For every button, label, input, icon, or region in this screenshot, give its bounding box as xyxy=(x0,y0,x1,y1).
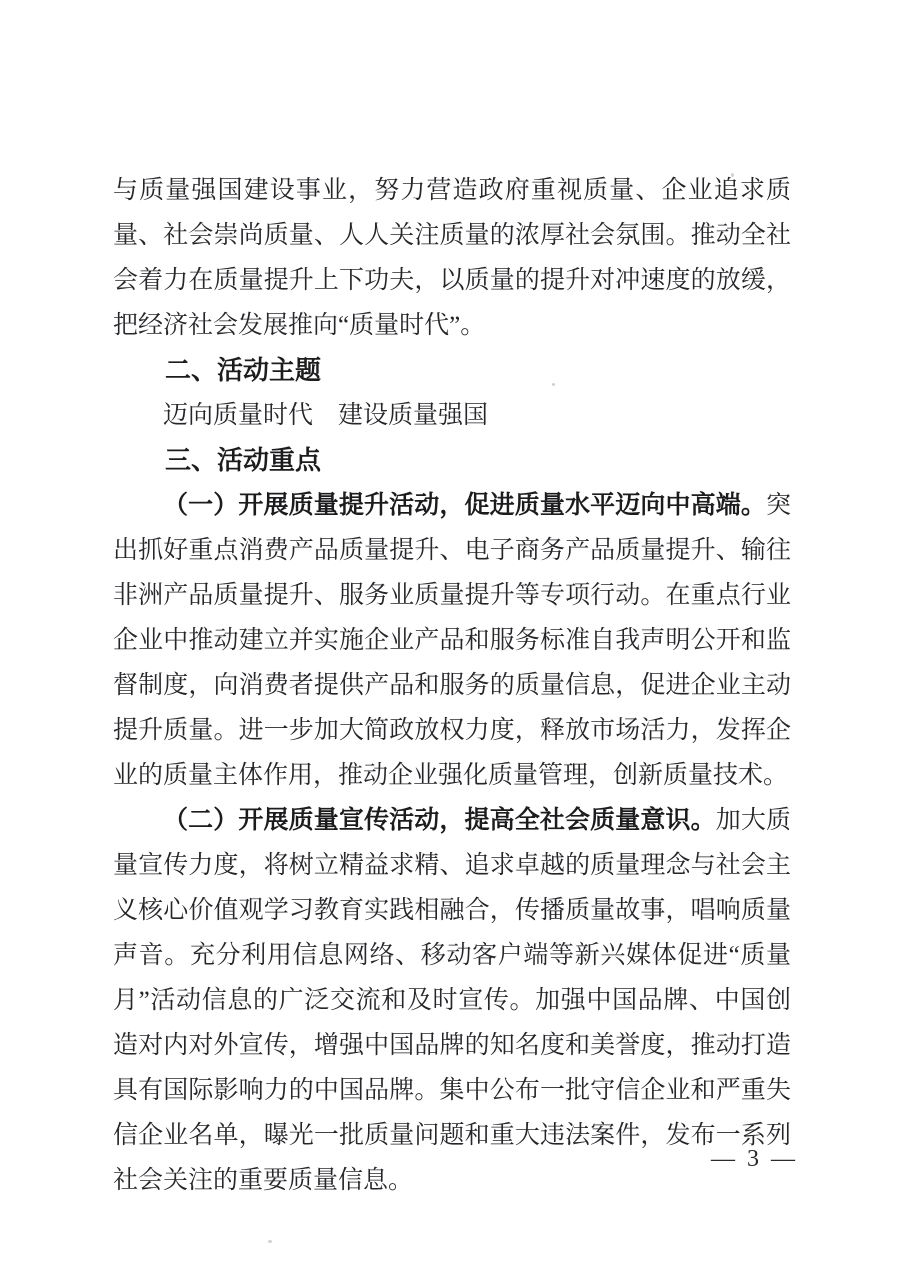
page-number: — 3 — xyxy=(711,1146,798,1172)
item-1-body: 突出抓好重点消费产品质量提升、电子商务产品质量提升、输往非洲产品质量提升、服务业质量提升等专项行动。在重点行业企业中推动建立并实施企业产品和服务标准自我声明公开和监督制度，向消费者提供产品和服务的质量信息，促进企业主动提升质量。进一步加大简政放权力度，释放市场活力，发挥企业的质量主体作用，推动企业强化质量管理，创新质量技术。 xyxy=(113,492,791,789)
body-text xyxy=(113,168,791,1203)
paragraph-item-1 xyxy=(113,483,791,798)
paragraph-continuation: 与质量强国建设事业，努力营造政府重视质量、企业追求质量、社会崇尚质量、人人关注质量的浓厚社会氛围。推动全社会着力在质量提升上下功夫，以质量的提升对冲速度的放缓，把经济社会发展推向“质量时代”。 xyxy=(113,177,791,339)
scan-speck xyxy=(552,383,555,386)
scan-speck xyxy=(731,173,734,177)
item-2-lead: （二）开展质量宣传活动，提高全社会质量意识。 xyxy=(163,806,716,834)
section-heading-activity-focus: 三、活动重点 xyxy=(165,445,322,475)
theme-slogan: 迈向质量时代 建设质量强国 xyxy=(163,402,489,429)
item-2-body: 加大质量宣传力度，将树立精益求精、追求卓越的质量理念与社会主义核心价值观学习教育实践相融合，传播质量故事，唱响质量声音。充分利用信息网络、移动客户端等新兴媒体促进“质量月”活动信息的广泛交流和及时宣传。加强中国品牌、中国创造对内对外宣传，增强中国品牌的知名度和美誉度，推动打造具有国际影响力的中国品牌。集中公布一批守信企业和严重失信企业名单，曝光一批质量问题和重大违法案件，发布一系列社会关注的重要质量信息。 xyxy=(113,807,791,1194)
item-1-lead: （一）开展质量提升活动，促进质量水平迈向中高端。 xyxy=(163,491,766,519)
section-heading-activity-theme: 二、活动主题 xyxy=(165,355,322,385)
paragraph-item-2 xyxy=(113,798,791,1203)
scan-speck xyxy=(268,1240,272,1243)
